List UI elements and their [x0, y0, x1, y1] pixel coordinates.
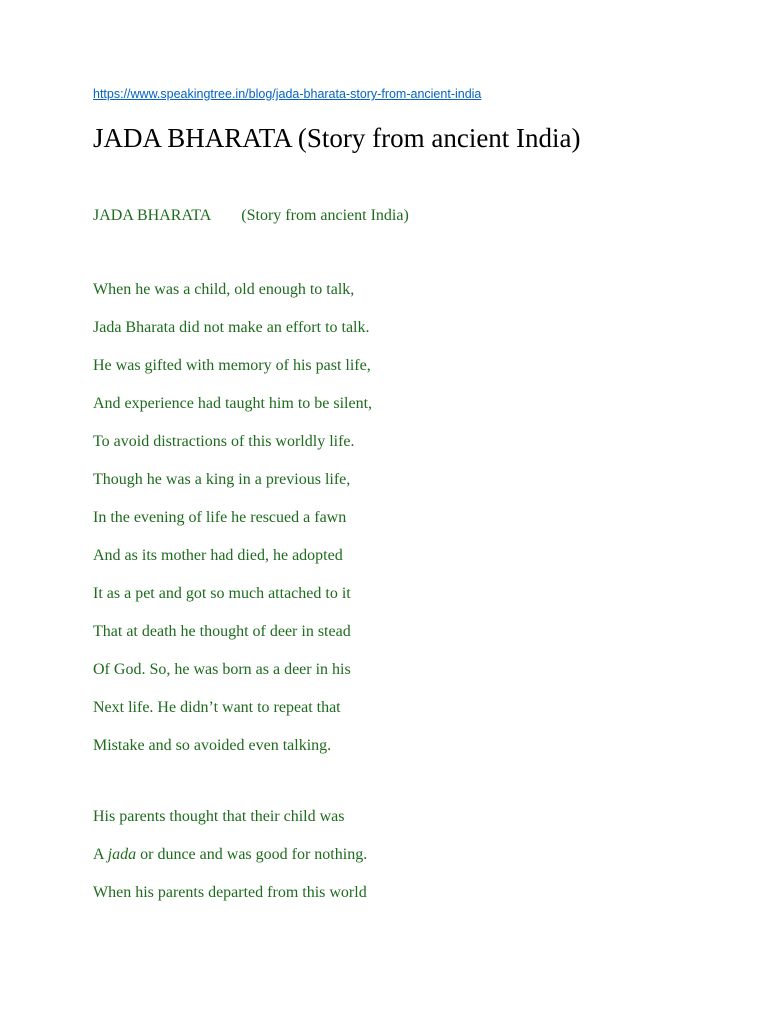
- poem-line: And experience had taught him to be silent,: [93, 395, 373, 412]
- source-url-link[interactable]: https://www.speakingtree.in/blog/jada-bharata-story-from-ancient-india: [93, 87, 482, 101]
- poem-line: [93, 845, 367, 865]
- poem-line: Though he was a king in a previous life,: [93, 471, 351, 488]
- subtitle-desc: (Story from ancient India): [241, 207, 409, 224]
- document-title: JADA BHARATA (Story from ancient India): [93, 123, 581, 153]
- poem-line: To avoid distractions of this worldly life.: [93, 433, 355, 450]
- poem-line: When his parents departed from this world: [93, 884, 367, 901]
- poem-text: or dunce and was good for nothing.: [136, 846, 368, 863]
- subtitle-name: JADA BHARATA: [93, 207, 212, 224]
- poem-line: He was gifted with memory of his past life,: [93, 357, 371, 374]
- poem-line: And as its mother had died, he adopted: [93, 547, 343, 564]
- poem-line: It as a pet and got so much attached to it: [93, 585, 351, 602]
- poem-line: That at death he thought of deer in stead: [93, 623, 351, 640]
- poem-line: Mistake and so avoided even talking.: [93, 737, 332, 754]
- poem-text: A: [93, 846, 108, 863]
- italic-word-jada: jada: [107, 846, 137, 863]
- poem-line: Of God. So, he was born as a deer in his: [93, 661, 351, 678]
- poem-line: When he was a child, old enough to talk,: [93, 281, 355, 298]
- document-subtitle: [93, 206, 409, 226]
- poem-line: His parents thought that their child was: [93, 808, 345, 825]
- poem-line: Next life. He didn’t want to repeat that: [93, 699, 341, 716]
- poem-line: Jada Bharata did not make an effort to talk.: [93, 319, 370, 336]
- poem-line: In the evening of life he rescued a fawn: [93, 509, 347, 526]
